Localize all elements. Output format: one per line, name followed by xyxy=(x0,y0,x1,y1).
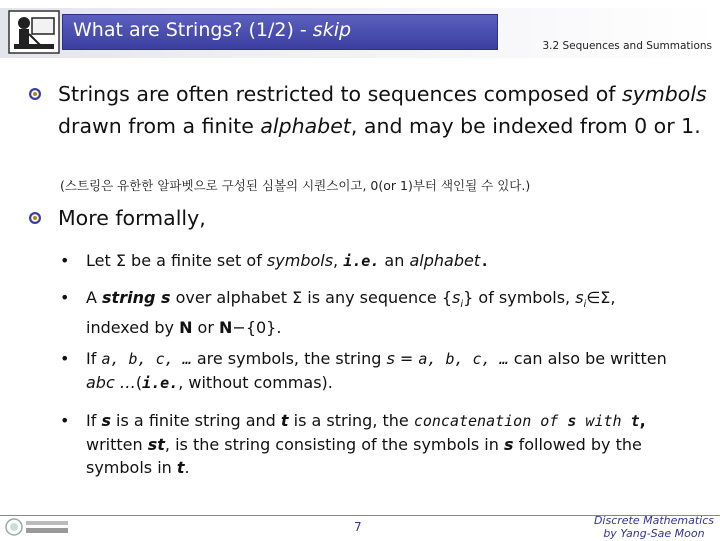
title-bar xyxy=(62,14,498,50)
gear-bullet-icon xyxy=(28,211,42,225)
bullet-strings-definition: Strings are often restricted to sequences composed of symbols drawn from a finite alphabet, and may be indexed from 0 or 1. xyxy=(58,82,707,138)
presenter-logo-icon xyxy=(8,10,60,54)
footer-credit: Discrete Mathematics by Yang-Sae Moon xyxy=(593,514,714,540)
bullet-more-formally: More formally, xyxy=(58,206,206,230)
university-logo-icon xyxy=(4,517,72,537)
page-title: What are Strings? (1/2) - skip xyxy=(73,19,352,41)
gear-bullet-icon xyxy=(28,87,42,101)
chapter-label: 3.2 Sequences and Summations xyxy=(542,40,712,52)
page-number: 7 xyxy=(354,520,362,534)
korean-translation: (스트링은 유한한 알파벳으로 구성된 심볼의 시퀀스이고, 0(or 1)부터 색인될 수 있다.) xyxy=(60,178,531,193)
